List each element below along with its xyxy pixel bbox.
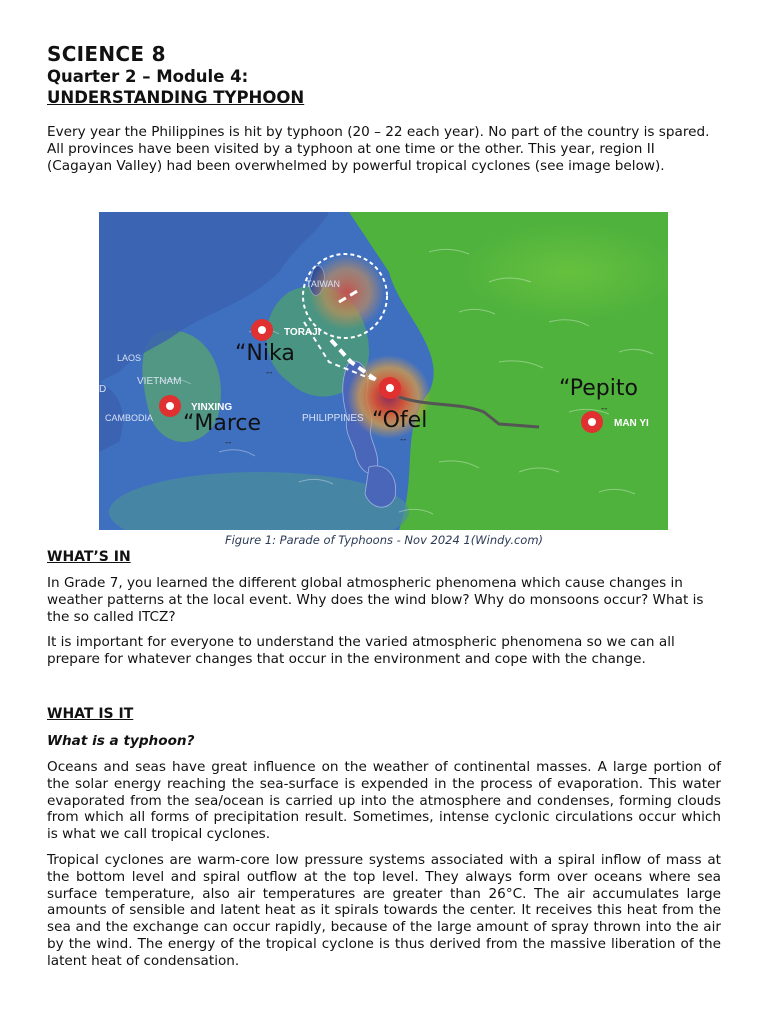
storm-icon-ofel xyxy=(379,377,401,399)
storm-icon-marce xyxy=(159,395,181,417)
figure-caption: Figure 1: Parade of Typhoons - Nov 2024 1(Windy.com) xyxy=(224,533,544,547)
header xyxy=(47,42,721,174)
topic-title: UNDERSTANDING TYPHOON xyxy=(47,88,305,107)
whats-in-paragraph-2: It is important for everyone to understand the varied atmospheric phenomena so we can all prepare for whatever changes that occur in the environment and cope with the change. xyxy=(47,634,675,668)
storm-tag-yinxing: YINXING xyxy=(191,402,233,413)
label-taiwan: TAIWAN xyxy=(306,279,340,289)
label-d: D xyxy=(99,384,107,395)
typhoon-map xyxy=(99,212,668,530)
what-is-it-paragraph-1: Oceans and seas have great influence on the weather of continental masses. A large portion of the solar energy reaching the sea-surface is expended in the process of evaporation. This water evaporated from the sea/ocean is carried up into the atmosphere and condenses, forming clouds from which all forms of precipitation result. Sometimes, intense cyclonic circulations occur which is what we call tropical cyclones. xyxy=(47,759,721,843)
whats-in-paragraph-1: In Grade 7, you learned the different global atmospheric phenomena which cause changes in weather patterns at the local event. Why does the wind blow? Why do monsoons occur? What is the so called ITCZ? xyxy=(47,575,704,625)
label-philippines: PHILIPPINES xyxy=(302,413,364,424)
subject-title: SCIENCE 8 xyxy=(47,42,166,66)
typhoon-question: What is a typhoon? xyxy=(47,733,195,749)
storm-name-pepito: “Pepito xyxy=(559,376,638,401)
label-laos: LAOS xyxy=(117,353,142,363)
storm-tag-manyi: MAN YI xyxy=(614,418,649,429)
dashes-ofel: -- xyxy=(400,435,407,445)
storm-name-marce: “Marce xyxy=(183,411,262,436)
whats-in-section xyxy=(47,548,721,668)
label-vietnam: VIETNAM xyxy=(137,376,182,387)
storm-name-nika: “Nika xyxy=(235,341,295,366)
module-title: Quarter 2 – Module 4: xyxy=(47,67,249,86)
dashes-marce: -- xyxy=(225,438,232,448)
intro-paragraph: Every year the Philippines is hit by typhoon (20 – 22 each year). No part of the country is spared. All provinces have been visited by a typhoon at one time or the other. This year, region II (Cagayan Valley) had been overwhelmed by powerful tropical cyclones (see image below). xyxy=(47,124,710,174)
storm-icon-pepito xyxy=(581,411,603,433)
whats-in-heading: WHAT’S IN xyxy=(47,549,131,565)
storm-name-ofel: “Ofel xyxy=(372,408,428,433)
what-is-it-heading: WHAT IS IT xyxy=(47,706,134,722)
typhoon-map-figure xyxy=(99,212,668,530)
dashes-pepito: -- xyxy=(601,404,608,414)
storm-icon-nika xyxy=(251,319,273,341)
dashes-nika: -- xyxy=(266,368,273,378)
storm-tag-toraji: TORAJI xyxy=(284,327,321,338)
what-is-it-paragraph-2: Tropical cyclones are warm-core low pressure systems associated with a spiral inflow of mass at the bottom level and spiral outflow at the top level. They always form over oceans where sea surface temperature, also air temperatures are greater than 26°C. The air accumulates large amounts of sensible and latent heat as it spirals towards the center. It receives this heat from the sea and the exchange can occur rapidly, because of the large amount of spray thrown into the air by the wind. The energy of the tropical cyclone is thus derived from the massive liberation of the latent heat of condensation. xyxy=(47,851,721,969)
what-is-it-section xyxy=(47,705,721,970)
label-cambodia: CAMBODIA xyxy=(105,413,154,423)
